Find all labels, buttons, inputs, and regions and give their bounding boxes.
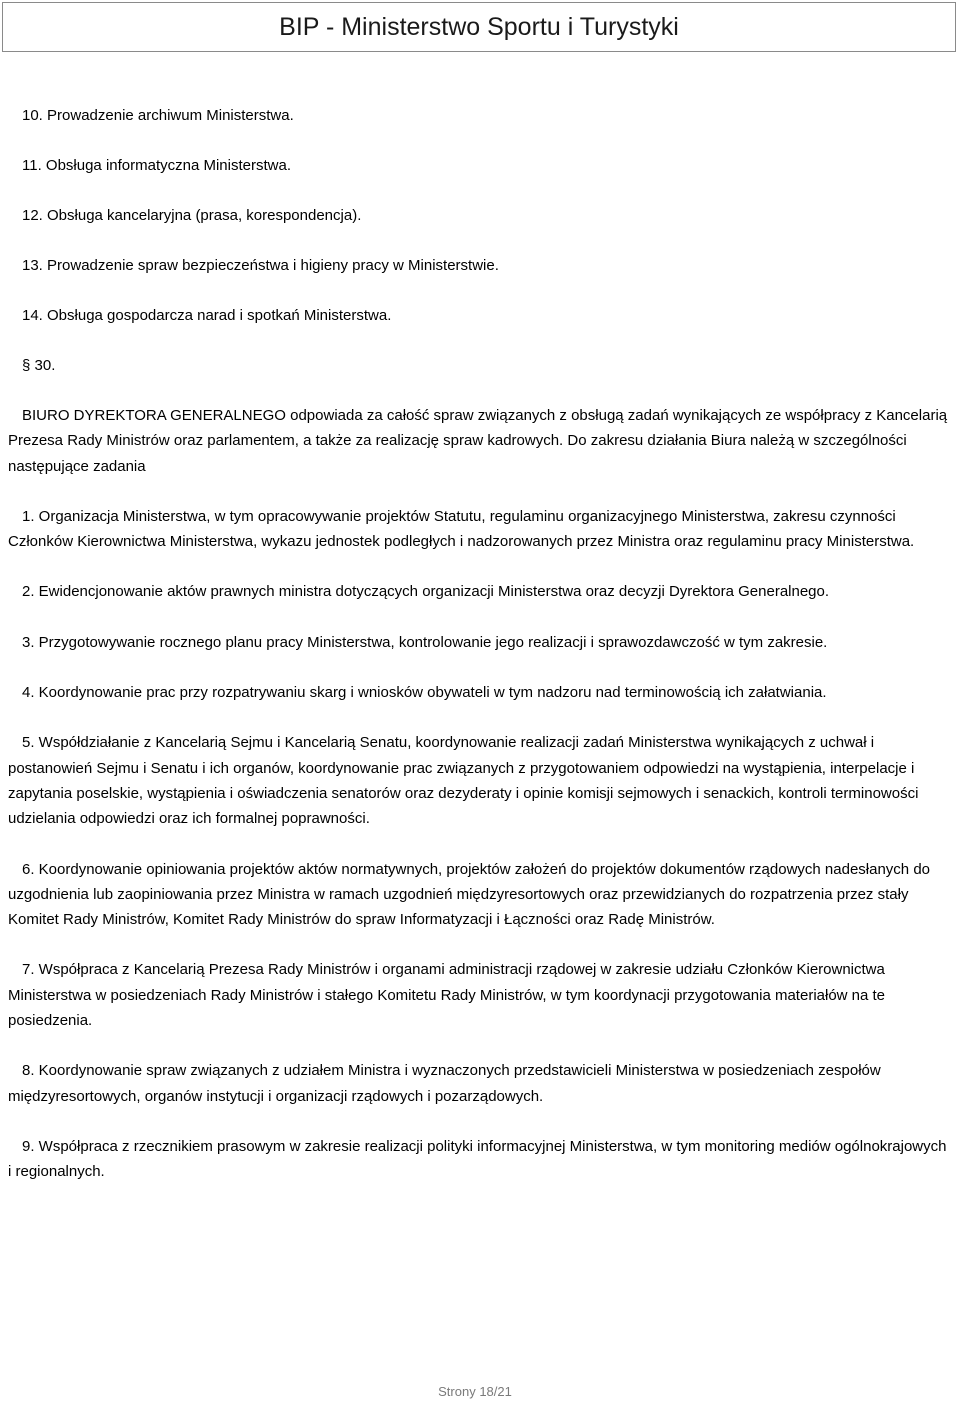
task-item: 7. Współpraca z Kancelarią Prezesa Rady Ministrów i organami administracji rządowej w zakresie udziału Członków Kierownictwa Ministerstwa w posiedzeniach Rady Ministrów i stałego Komitetu Rady Ministrów, w tym koordynacji przygotowania materiałów na te posiedzenia.: [8, 961, 886, 1030]
task-item: 3. Przygotowywanie rocznego planu pracy Ministerstwa, kontrolowanie jego realizacji i sprawozdawczość w tym zakresie.: [22, 633, 828, 651]
task-item: 4. Koordynowanie prac przy rozpatrywaniu skarg i wniosków obywateli w tym nadzoru nad terminowością ich załatwiania.: [22, 684, 827, 702]
list-item: 13. Prowadzenie spraw bezpieczeństwa i higieny pracy w Ministerstwie.: [22, 257, 499, 274]
task-item: 5. Współdziałanie z Kancelarią Sejmu i Kancelarią Senatu, koordynowanie realizacji zadań Ministerstwa wynikających z uchwał i postanowień Sejmu i Senatu i ich organów, koordynowanie prac związanych z przygotowaniem odpowiedzi na wystąpienia, interpelacje i zapytania poselskie, wystąpienia i oświadczenia senatorów oraz dezyderaty i opinie komisji sejmowych i senackich, kontroli terminowości udzielania odpowiedzi oraz ich formalnej poprawności.: [8, 734, 919, 828]
list-item: 11. Obsługa informatyczna Ministerstwa.: [22, 157, 291, 174]
page-title: BIP - Ministerstwo Sportu i Turystyki: [279, 12, 679, 41]
page-header: [2, 2, 956, 52]
task-item: 9. Współpraca z rzecznikiem prasowym w zakresie realizacji polityki informacyjnej Ministerstwa, w tym monitoring mediów ogólnokrajowych i regionalnych.: [8, 1137, 947, 1181]
section-intro: BIURO DYREKTORA GENERALNEGO odpowiada za całość spraw związanych z obsługą zadań wynikających ze współpracy z Kancelarią Prezesa Rady Ministrów oraz parlamentem, a także za realizację spraw kadrowych. Do zakresu działania Biura należą w szczególności następujące zadania: [8, 407, 948, 475]
list-item: 10. Prowadzenie archiwum Ministerstwa.: [22, 107, 294, 124]
page-number: Strony 18/21: [438, 1384, 512, 1399]
task-item: 1. Organizacja Ministerstwa, w tym opracowywanie projektów Statutu, regulaminu organizacyjnego Ministerstwa, zakresu czynności Członków Kierownictwa Ministerstwa, wykazu jednostek podległych i nadzorowanych przez Ministra oraz regulaminu pracy Ministerstwa.: [8, 507, 915, 551]
list-item: 14. Obsługa gospodarcza narad i spotkań Ministerstwa.: [22, 307, 392, 324]
list-item: 12. Obsługa kancelaryjna (prasa, korespondencja).: [22, 207, 362, 224]
task-item: 6. Koordynowanie opiniowania projektów aktów normatywnych, projektów założeń do projektów dokumentów rządowych nadesłanych do uzgodnienia lub zaopiniowania przez Ministra w ramach uzgodnień międzyresortowych oraz przewidzianych do rozpatrzenia przez stały Komitet Rady Ministrów, Komitet Rady Ministrów do spraw Informatyzacji i Łączności oraz Radę Ministrów.: [8, 860, 931, 929]
section-number: § 30.: [22, 357, 56, 374]
task-item: 2. Ewidencjonowanie aktów prawnych ministra dotyczących organizacji Ministerstwa oraz decyzji Dyrektora Generalnego.: [22, 583, 830, 601]
document-body: [8, 103, 952, 1210]
task-item: 8. Koordynowanie spraw związanych z udziałem Ministra i wyznaczonych przedstawicieli Ministerstwa w posiedzeniach zespołów międzyresortowych, organów instytucji i organizacji rządowych i pozarządowych.: [8, 1062, 881, 1105]
